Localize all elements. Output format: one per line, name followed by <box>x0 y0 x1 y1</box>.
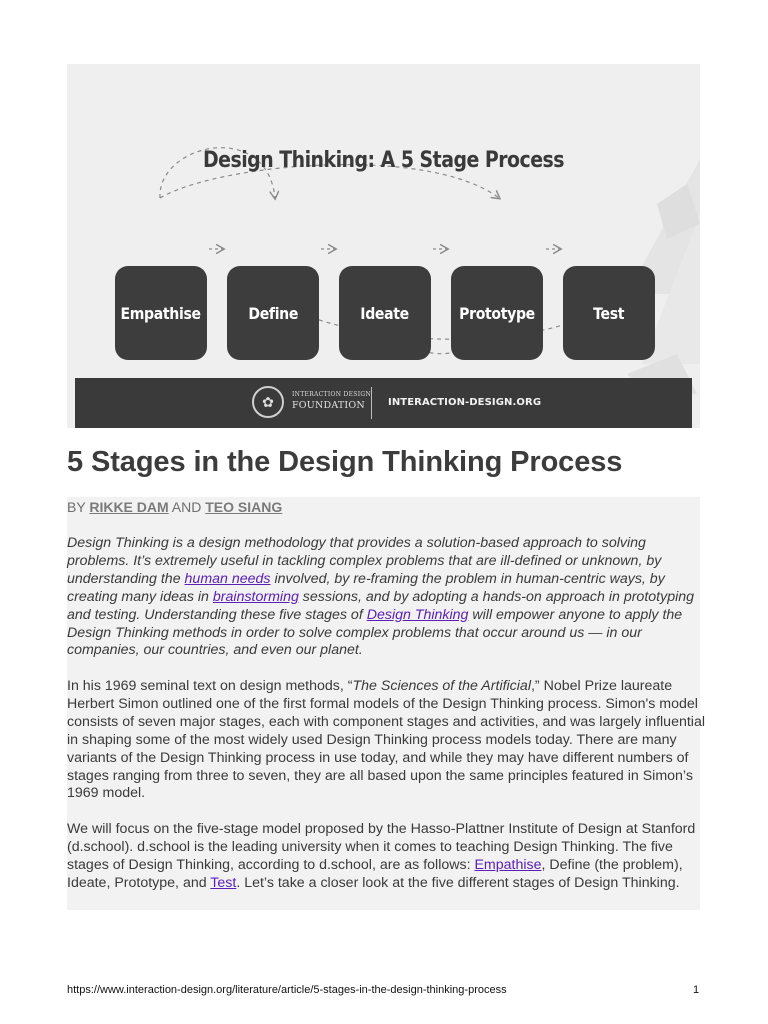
paragraph-dschool <box>67 821 707 893</box>
text: , Define (the problem), Ideate, Prototype, and <box>67 856 683 891</box>
tree-icon: ✿ <box>252 386 284 418</box>
book-title: The Sciences of the Artificial <box>352 678 531 694</box>
byline <box>67 499 282 515</box>
footer-url: https://www.interaction-design.org/literature/article/5-stages-in-the-design-thinking-process <box>67 984 507 996</box>
text: will empower anyone to apply the Design Thinking methods in order to solve complex problems that occur around us — in our companies, our countries, and even our planet. <box>67 606 683 659</box>
link-empathise[interactable]: Empathise <box>474 856 542 873</box>
stage-label: Empathise <box>120 303 202 323</box>
brand-divider <box>371 387 372 419</box>
author-link-teo-siang[interactable]: TEO SIANG <box>205 499 283 515</box>
article-title: 5 Stages in the Design Thinking Process <box>67 446 623 478</box>
stage-prototype <box>451 266 543 360</box>
link-human-needs[interactable]: human needs <box>184 570 271 587</box>
paragraph-simon <box>67 678 707 803</box>
text: Design Thinking is a design methodology that provides a solution-based approach to solving problems. It’s extremely useful in tackling complex problems that are ill-defined or unknown, by understanding the <box>67 535 662 587</box>
brand-org-line2: FOUNDATION <box>292 400 365 411</box>
text: ,” Nobel Prize laureate Herbert Simon outlined one of the first formal models of the Design Thinking process. Simon's model consists of seven major stages, each with component stages and activities, and was largely influential in shaping some of the most widely used Design Thinking process models today. There are many variants of the Design Thinking process in use today, and while they may have different numbers of stages ranging from three to seven, they are all based upon the same principles featured in Simon’s 1969 model. <box>67 678 705 802</box>
byline-and: AND <box>171 499 202 515</box>
stage-test <box>563 266 655 360</box>
stage-ideate <box>339 266 431 360</box>
text: We will focus on the five-stage model proposed by the Hasso-Plattner Institute of Design at Stanford (d.school). d.school is the leading university when it comes to teaching Design Thinking. The five stages of Design Thinking, according to d.school, are as follows: <box>67 821 696 873</box>
text: involved, by re-framing the problem in human-centric ways, by creating many ideas in <box>67 570 665 605</box>
stage-label: Ideate <box>360 303 410 323</box>
diagram-graphics <box>67 64 700 428</box>
stage-empathise <box>115 266 207 360</box>
text: In his 1969 seminal text on design methods, “ <box>67 678 353 694</box>
byline-by: BY <box>67 499 86 515</box>
hero-diagram <box>67 64 700 428</box>
link-brainstorming[interactable]: brainstorming <box>212 588 299 605</box>
stage-label: Define <box>248 303 298 323</box>
diagram-title: Design Thinking: A 5 Stage Process <box>202 148 565 173</box>
text: sessions, and by adopting a hands-on approach in prototyping and testing. Understanding these five stages of <box>67 588 695 623</box>
brand-org-line1: INTERACTION DESIGN <box>292 391 372 398</box>
link-test[interactable]: Test <box>210 874 237 891</box>
stage-label: Test <box>593 303 625 323</box>
intro-paragraph <box>67 535 707 660</box>
brand-band <box>75 378 692 428</box>
stage-label: Prototype <box>459 303 535 323</box>
stage-define <box>227 266 319 360</box>
link-design-thinking[interactable]: Design Thinking <box>366 606 469 623</box>
page-number: 1 <box>693 984 700 996</box>
author-link-rikke-dam[interactable]: RIKKE DAM <box>89 499 169 515</box>
text: . Let’s take a closer look at the five different stages of Design Thinking. <box>236 874 680 891</box>
brand-site: INTERACTION-DESIGN.ORG <box>388 397 542 408</box>
